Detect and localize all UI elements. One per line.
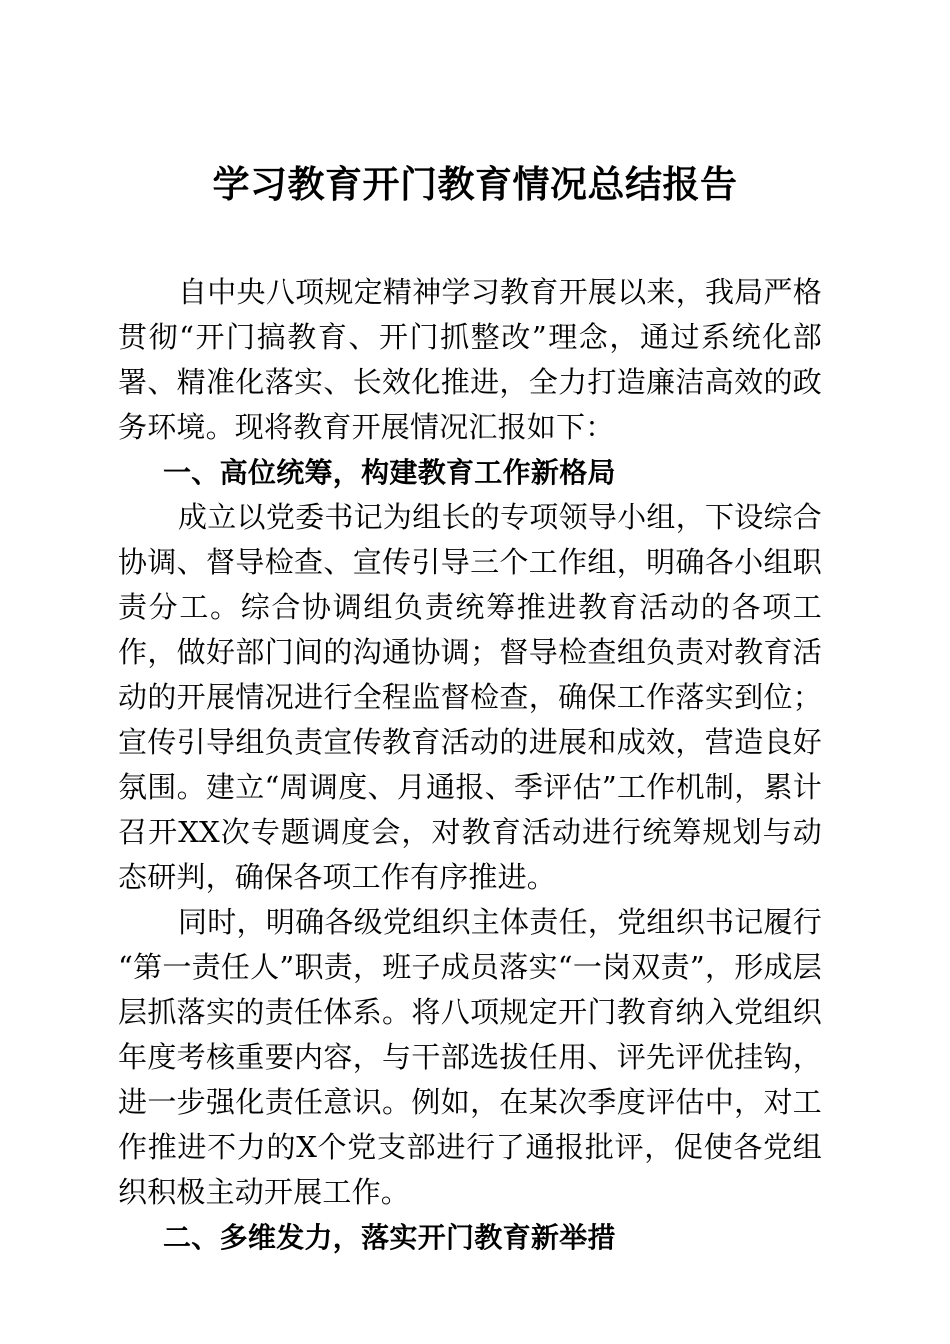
paragraph-section-one-a: 成立以党委书记为组长的专项领导小组，下设综合协调、督导检查、宣传引导三个工作组，明确各小组职责分工。综合协调组负责统筹推进教育活动的各项工作，做好部门间的沟通协调；督导检查组负责对教育活动的开展情况进行全程监督检查，确保工作落实到位；宣传引导组负责宣传教育活动的进展和成效，营造良好氛围。建立“周调度、月通报、季评估”工作机制，累计召开XX次专题调度会，对教育活动进行统筹规划与动态研判，确保各项工作有序推进。 bbox=[118, 500, 822, 894]
section-heading-two: 二、多维发力，落实开门教育新举措 bbox=[163, 1221, 616, 1254]
document-body bbox=[118, 270, 822, 1260]
page-title: 学习教育开门教育情况总结报告 bbox=[212, 162, 738, 206]
section-heading-one: 一、高位统筹，构建教育工作新格局 bbox=[163, 456, 616, 489]
paragraph-section-one-b: 同时，明确各级党组织主体责任，党组织书记履行“第一责任人”职责，班子成员落实“一岗双责”，形成层层抓落实的责任体系。将八项规定开门教育纳入党组织年度考核重要内容，与干部选拔任用、评先评优挂钩，进一步强化责任意识。例如，在某次季度评估中，对工作推进不力的X个党支部进行了通报批评，促使各党组织积极主动开展工作。 bbox=[118, 905, 822, 1209]
paragraph-intro: 自中央八项规定精神学习教育开展以来，我局严格贯彻“开门搞教育、开门抓整改”理念，通过系统化部署、精准化落实、长效化推进，全力打造廉洁高效的政务环境。现将教育开展情况汇报如下： bbox=[118, 275, 822, 444]
title-block bbox=[0, 162, 950, 206]
